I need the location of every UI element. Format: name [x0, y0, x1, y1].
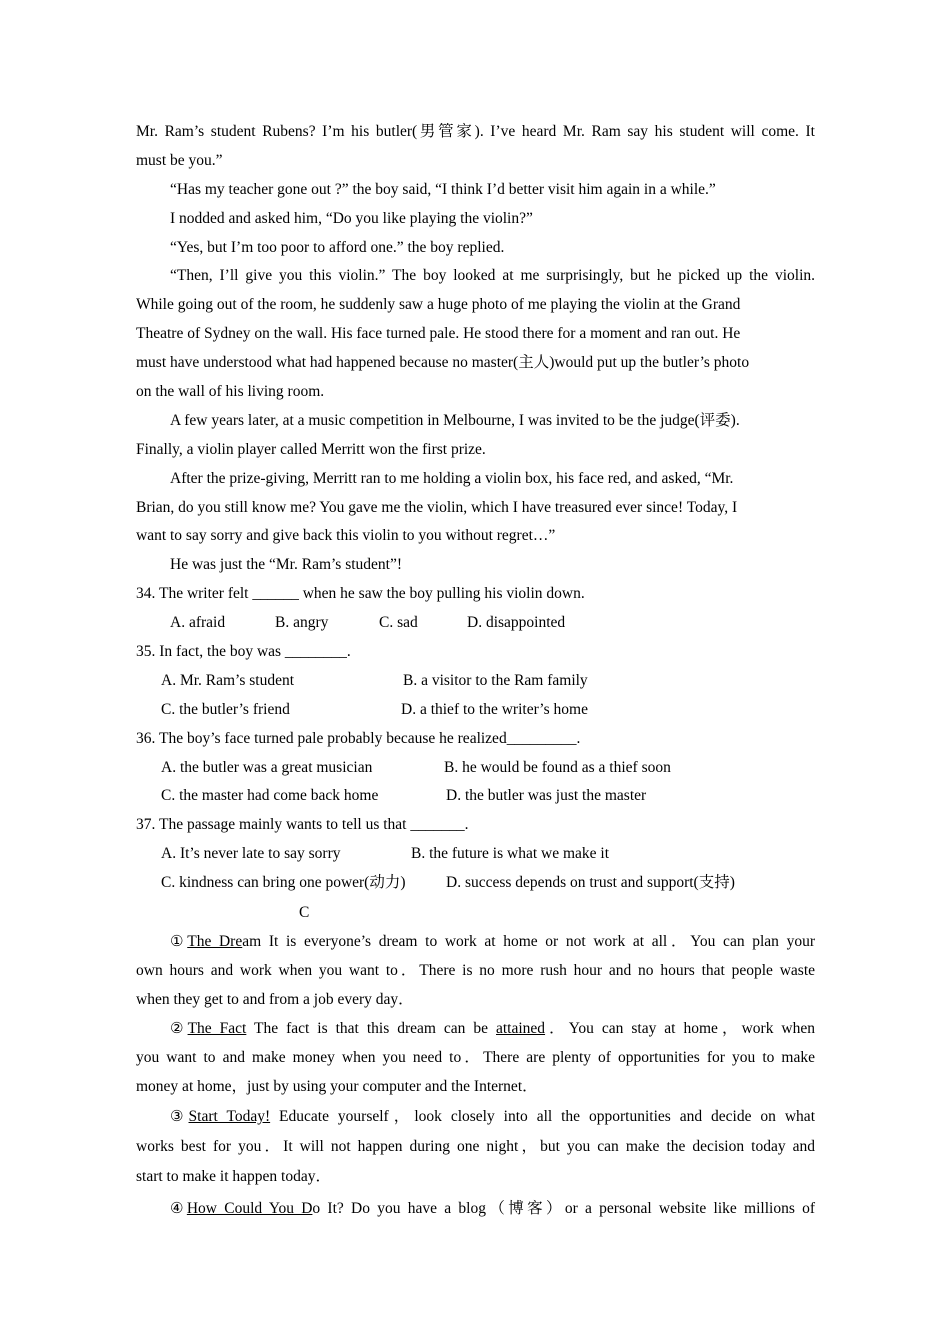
paragraph-line [136, 1101, 815, 1132]
paragraph-line: start to make it happen today． [136, 1168, 331, 1186]
question-37 [136, 811, 815, 898]
text-line: A few years later, at a music competition in Melbourne, I was invited to be the judge(评委). [170, 411, 740, 429]
text-line: While going out of the room, he suddenly saw a huge photo of me playing the violin at the Grand [136, 296, 741, 314]
paragraph-line [136, 927, 815, 956]
option-b: B. a visitor to the Ram family [403, 671, 588, 689]
text-line: Mr. Ram’s student Rubens? I’m his butler(男管家). I’ve heard Mr. Ram say his student will come. It [136, 123, 815, 140]
text-line: I nodded and asked him, “Do you like playing the violin?” [170, 209, 533, 227]
option-a: A. the butler was a great musician [161, 758, 373, 776]
text-line: “Yes, but I’m too poor to afford one.” the boy replied. [170, 238, 505, 256]
option-a: A. Mr. Ram’s student [161, 671, 295, 689]
section-letter: C [299, 904, 310, 922]
question-35 [136, 638, 815, 725]
text-line: “Then, I’ll give you this violin.” The boy looked at me surprisingly, but he picked up the violin. [170, 267, 815, 285]
text-line: Finally, a violin player called Merritt won the first prize. [136, 440, 486, 458]
paragraph-heading: How Could You D [186, 1199, 313, 1217]
question-36 [136, 725, 815, 812]
paragraph-text: am It is everyone’s dream to work at home or not work at all．You can plan your [242, 933, 815, 951]
paragraph-line: works best for you．It will not happen during one night，but you can make the decision today and [136, 1137, 815, 1155]
option-row [136, 840, 815, 869]
question-stem: 34. The writer felt ______ when he saw the boy pulling his violin down. [136, 585, 585, 603]
question-34 [136, 580, 815, 638]
paragraph-heading: The Dre [187, 933, 243, 951]
option-row [136, 754, 815, 783]
paragraph-line: when they get to and from a job every day． [136, 991, 414, 1009]
paragraph-number: ③ [170, 1107, 189, 1126]
option-c: C. sad [379, 614, 418, 632]
text-line: want to say sorry and give back this violin to you without regret…” [136, 527, 556, 545]
option-row [136, 667, 815, 696]
text-body [136, 118, 815, 1223]
option-b: B. he would be found as a thief soon [444, 758, 671, 776]
paragraph-text: Educate yourself，look closely into all the opportunities and decide on what [270, 1108, 815, 1126]
paragraph-line: you want to and make money when you need to．There are plenty of opportunities for you to make [136, 1049, 815, 1067]
text-line: Brian, do you still know me? You gave me the violin, which I have treasured ever since! Today, I [136, 498, 738, 516]
option-row [136, 782, 815, 811]
paragraph-number: ④ [170, 1198, 187, 1217]
paragraph-line: money at home，just by using your computer and the Internet． [136, 1078, 538, 1096]
passage-c [136, 898, 815, 1223]
question-stem: 37. The passage mainly wants to tell us that _______. [136, 816, 469, 834]
option-row [136, 696, 815, 725]
option-row [136, 609, 815, 638]
question-stem: 36. The boy’s face turned pale probably because he realized_________. [136, 729, 581, 747]
option-b: B. the future is what we make it [411, 845, 610, 863]
paragraph-number: ② [170, 1019, 188, 1038]
passage-b [136, 118, 815, 580]
option-row [136, 869, 815, 898]
option-a: A. It’s never late to say sorry [161, 845, 341, 863]
text-line: on the wall of his living room. [136, 383, 325, 401]
option-a: A. afraid [170, 614, 226, 632]
paragraph-number: ① [170, 932, 188, 951]
option-c: C. the master had come back home [161, 787, 379, 805]
paragraph-line: own hours and work when you want to．There is no more rush hour and no hours that people waste [136, 962, 815, 980]
vocab-word: attained [496, 1020, 546, 1038]
text-line: Theatre of Sydney on the wall. His face turned pale. He stood there for a moment and ran out. He [136, 325, 741, 343]
option-c: C. kindness can bring one power(动力) [161, 874, 406, 892]
paragraph-line [136, 1193, 815, 1224]
text-line: He was just the “Mr. Ram’s student”! [170, 556, 403, 574]
option-c: C. the butler’s friend [161, 700, 290, 718]
option-d: D. disappointed [467, 614, 566, 632]
question-stem: 35. In fact, the boy was ________. [136, 643, 351, 661]
option-d: D. success depends on trust and support(支持) [446, 874, 735, 892]
paragraph-line [136, 1014, 815, 1043]
option-b: B. angry [275, 614, 329, 632]
text-line: must have understood what had happened because no master(主人)would put up the butler’s photo [136, 354, 750, 372]
option-d: D. a thief to the writer’s home [401, 700, 588, 718]
text-line: must be you.” [136, 151, 223, 169]
paragraph-heading: Start Today! [188, 1108, 271, 1126]
paragraph-text: o It? Do you have a blog（博客）or a personal website like millions of [312, 1199, 816, 1217]
paragraph-text: The fact is that this dream can be [246, 1020, 496, 1038]
option-d: D. the butler was just the master [446, 787, 647, 805]
paragraph-heading: The Fact [187, 1020, 247, 1038]
paragraph-text: ．You can stay at home，work when [545, 1020, 816, 1038]
text-line: “Has my teacher gone out ?” the boy said, “I think I’d better visit him again in a while.” [170, 180, 716, 198]
text-line: After the prize-giving, Merritt ran to me holding a violin box, his face red, and asked, “Mr. [170, 469, 734, 487]
